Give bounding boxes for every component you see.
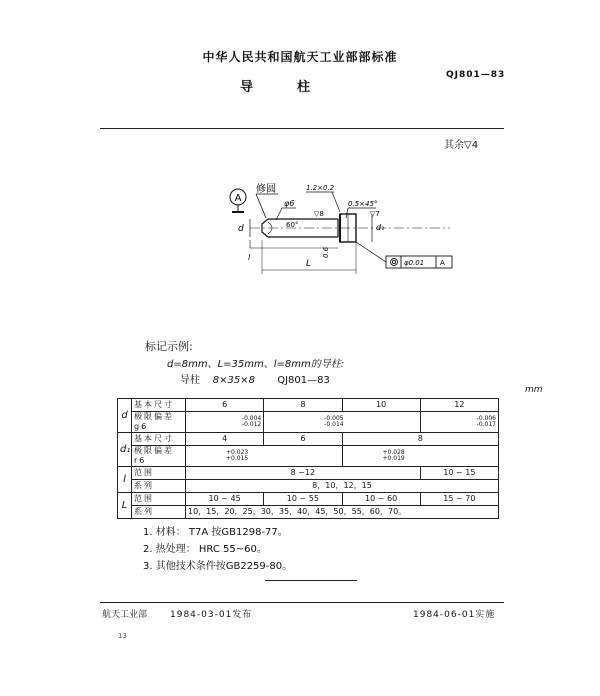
- tolerance-datum: A: [440, 259, 445, 267]
- label-phi6: φ6: [284, 199, 295, 208]
- document-name: 导柱: [240, 80, 355, 95]
- marking-example-code: 导柱 8×35×8 QJ801—83: [180, 375, 330, 386]
- label-06: 0.6: [322, 246, 330, 258]
- note-item: 2. 热处理： HRC 55~60。: [143, 544, 267, 555]
- standard-code: QJ801—83: [446, 70, 506, 80]
- page-number: 13: [118, 632, 127, 640]
- dim-chamfer: 0.5×45°: [348, 200, 378, 208]
- datum-label: A: [234, 193, 242, 204]
- table-row: d 基本尺寸 6 8 10 12: [118, 399, 499, 412]
- label-l-short: l: [248, 253, 251, 262]
- dimension-table: [117, 398, 499, 519]
- note-item: 1. 材料： T7A 按GB1298-77。: [143, 527, 288, 538]
- guide-pillar-drawing: [220, 178, 460, 288]
- dim-groove: 1.2×0.2: [306, 184, 335, 192]
- table-row: l 范围 8 ~12 10 ~ 15: [118, 467, 499, 480]
- table-row: 系列 10，15，20，25，30，35，40，45，50，55，60，70。: [118, 506, 499, 519]
- tolerance-value: φ0.01: [404, 259, 425, 267]
- end-rule: [265, 580, 357, 581]
- standard-body-title: 中华人民共和国航天工业部部标准: [202, 50, 398, 64]
- unit-label: mm: [525, 385, 543, 395]
- table-row: d₁ 基本尺寸 4 6 8: [118, 433, 499, 446]
- concentricity-icon: [391, 259, 398, 266]
- effective-date: 1984-06-01实施: [413, 610, 496, 620]
- marking-example-title: 标记示例:: [145, 340, 193, 353]
- table-row: 极限偏差r6 +0.023 +0.015 +0.028 +0.019: [118, 446, 499, 467]
- roughness-note: 其余▽4: [444, 140, 479, 151]
- label-d1: d₁: [376, 223, 385, 232]
- issuer: 航天工业部: [102, 610, 148, 620]
- table-row: 极限偏差g6 -0.004 -0.012 -0.005 -0.014 -0.006 -0.017: [118, 412, 499, 433]
- label-xiuyuan: 修圆: [256, 184, 276, 195]
- roughness-7: ▽7: [370, 210, 380, 218]
- label-L-long: L: [306, 259, 312, 269]
- roughness-8: ▽8: [314, 210, 324, 218]
- technical-notes: [143, 524, 292, 575]
- table-row: L 范围 10 ~ 45 10 ~ 55 10 ~ 60 15 ~ 70: [118, 493, 499, 506]
- header-rule: [100, 128, 504, 129]
- label-d: d: [238, 224, 244, 234]
- angle-60: 60°: [286, 221, 299, 229]
- note-item: 3. 其他技术条件按GB2259-80。: [143, 561, 293, 572]
- marking-example-desc: d=8mm、L=35mm、l=8mm的导柱:: [167, 359, 345, 370]
- footer-rule: [100, 602, 504, 603]
- table-row: 系列 8，10，12，15: [118, 480, 499, 493]
- issue-date: 1984-03-01发布: [170, 610, 253, 620]
